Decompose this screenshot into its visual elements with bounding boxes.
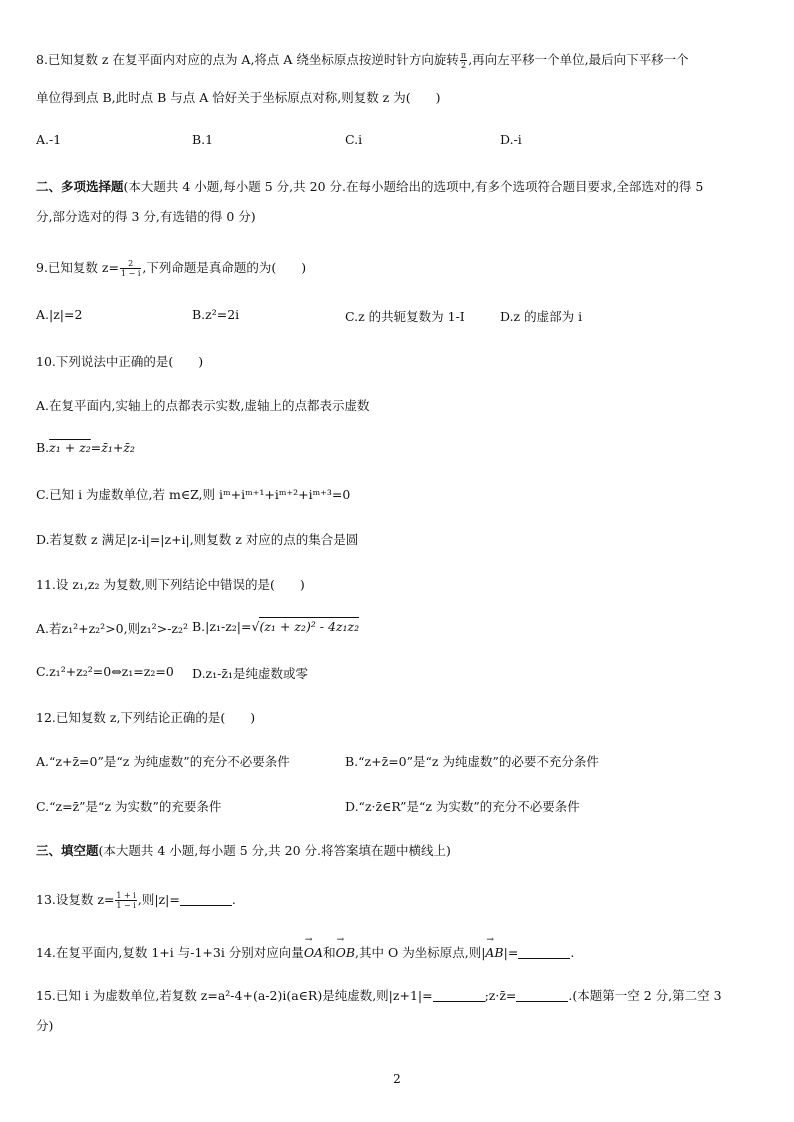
q13-stem (36, 890, 236, 910)
q15-mid: ;z·z̄= (484, 988, 517, 1003)
q13-prefix: 13.设复数 z= (36, 892, 115, 907)
q8-option-d: D.-i (500, 132, 522, 147)
q14-vector-ab: → AB (485, 945, 503, 960)
q14-vector-ob: → OB (336, 945, 355, 960)
q12-option-a: A.“z+z̄=0”是“z 为纯虚数”的充分不必要条件 (36, 754, 290, 769)
q13-frac-den: 1 − i (116, 901, 136, 910)
section2-heading: 二、多项选择题 (36, 179, 124, 194)
q9-prefix: 9.已知复数 z= (36, 260, 119, 275)
q14-end: . (570, 945, 575, 960)
q8-line1-text: 8.已知复数 z 在复平面内对应的点为 A,将点 A 绕坐标原点按逆时针方向旋转 (36, 52, 459, 67)
q9-option-a: A.|z|=2 (36, 307, 83, 322)
q10-stem: 10.下列说法中正确的是( ) (36, 354, 204, 369)
q8-line1 (36, 50, 689, 70)
q13-suffix: ,则|z|= (137, 892, 180, 907)
q10-b-rhs: =z̄₁+z̄₂ (90, 440, 135, 455)
q11-option-c: C.z₁²+z₂²=0⇔z₁=z₂=0 (36, 664, 174, 679)
section3-heading: 三、填空题 (36, 843, 99, 858)
q10-option-d: D.若复数 z 满足|z-i|=|z+i|,则复数 z 对应的点的集合是圆 (36, 532, 359, 547)
q8-rotation-fraction (460, 51, 467, 70)
q11-option-a: A.若z₁²+z₂²>0,则z₁²>-z₂² (36, 621, 189, 636)
q12-option-c: C.“z=z̄”是“z 为实数”的充要条件 (36, 799, 222, 814)
q14-vector-oa: → OA (304, 945, 323, 960)
q9-option-b: B.z²=2i (192, 307, 240, 322)
q12-stem: 12.已知复数 z,下列结论正确的是( ) (36, 710, 256, 725)
section2-line2: 分,部分选对的得 3 分,有选错的得 0 分) (36, 209, 256, 224)
q10-option-a: A.在复平面内,实轴上的点都表示实数,虚轴上的点都表示虚数 (36, 398, 370, 413)
q9-suffix: ,下列命题是真命题的为( ) (142, 260, 307, 275)
q13-answer-blank[interactable] (180, 905, 232, 906)
q14-bar-eq: |= (503, 945, 519, 960)
q10-option-b (36, 440, 135, 455)
q10-option-c: C.已知 i 为虚数单位,若 m∈Z,则 iᵐ+iᵐ⁺¹+iᵐ⁺²+iᵐ⁺³=0 (36, 487, 351, 502)
q9-frac-num: 2 (120, 259, 141, 269)
q11-option-d: D.z₁-z̄₁是纯虚数或零 (192, 666, 308, 681)
q8-line2: 单位得到点 B,此时点 B 与点 A 恰好关于坐标原点对称,则复数 z 为( ) (36, 90, 441, 105)
q14-answer-blank[interactable] (518, 958, 570, 959)
q9-option-d: D.z 的虚部为 i (500, 309, 583, 324)
q11-option-b (192, 619, 359, 634)
q13-frac-num: 1 + i (116, 891, 136, 900)
q8-line1-end: ,再向左平移一个单位,最后向下平移一个 (468, 52, 689, 67)
q14-stem (36, 943, 574, 961)
q11-b-radicand: (z₁ + z₂)² - 4z₁z₂ (259, 619, 360, 634)
q9-stem (36, 258, 306, 278)
section3-desc: (本大题共 4 小题,每小题 5 分,共 20 分.将答案填在题中横线上) (98, 843, 451, 858)
q8-option-b: B.1 (192, 132, 214, 147)
section2-line1 (36, 177, 703, 195)
q8-rot-num: π (460, 51, 467, 60)
q9-option-c: C.z 的共轭复数为 1-I (345, 309, 465, 324)
q8-rot-den: 2 (461, 61, 467, 70)
q15-answer-blank-2[interactable] (516, 1001, 568, 1002)
q12-option-b: B.“z+z̄=0”是“z 为纯虚数”的必要不充分条件 (345, 754, 599, 769)
q8-option-a: A.-1 (36, 132, 62, 147)
section2-desc-1: (本大题共 4 小题,每小题 5 分,共 20 分.在每小题给出的选项中,有多个选项符合题目要求,全部选对的得 5 (123, 179, 704, 194)
page-number: 2 (393, 1072, 401, 1086)
q9-fraction (120, 259, 141, 278)
q9-frac-den: 1 − i (120, 269, 141, 278)
q10-b-conjugate-sum: z₁ + z₂ (49, 440, 91, 455)
q15-line1 (36, 986, 722, 1004)
q11-stem: 11.设 z₁,z₂ 为复数,则下列结论中错误的是( ) (36, 577, 305, 592)
q11-b-prefix: B.|z₁-z₂|=√ (192, 619, 260, 634)
q15-answer-blank-1[interactable] (433, 1001, 485, 1002)
section3-line (36, 841, 451, 859)
q8-option-c: C.i (345, 132, 363, 147)
q13-end: . (231, 892, 236, 907)
q10-b-label: B. (36, 440, 50, 455)
q14-after: ,其中 O 为坐标原点,则| (355, 945, 486, 960)
q15-prefix: 15.已知 i 为虚数单位,若复数 z=a²-4+(a-2)i(a∈R)是纯虚数,则|z+1|= (36, 988, 433, 1003)
q15-line1-end: .(本题第一空 2 分,第二空 3 (568, 988, 722, 1003)
q14-prefix: 14.在复平面内,复数 1+i 与-1+3i 分别对应向量 (36, 945, 304, 960)
q14-mid: 和 (323, 945, 336, 960)
q15-line2: 分) (36, 1018, 54, 1033)
q13-fraction (115, 891, 136, 910)
q12-option-d: D.“z·z̄∈R”是“z 为实数”的充分不必要条件 (345, 799, 580, 814)
